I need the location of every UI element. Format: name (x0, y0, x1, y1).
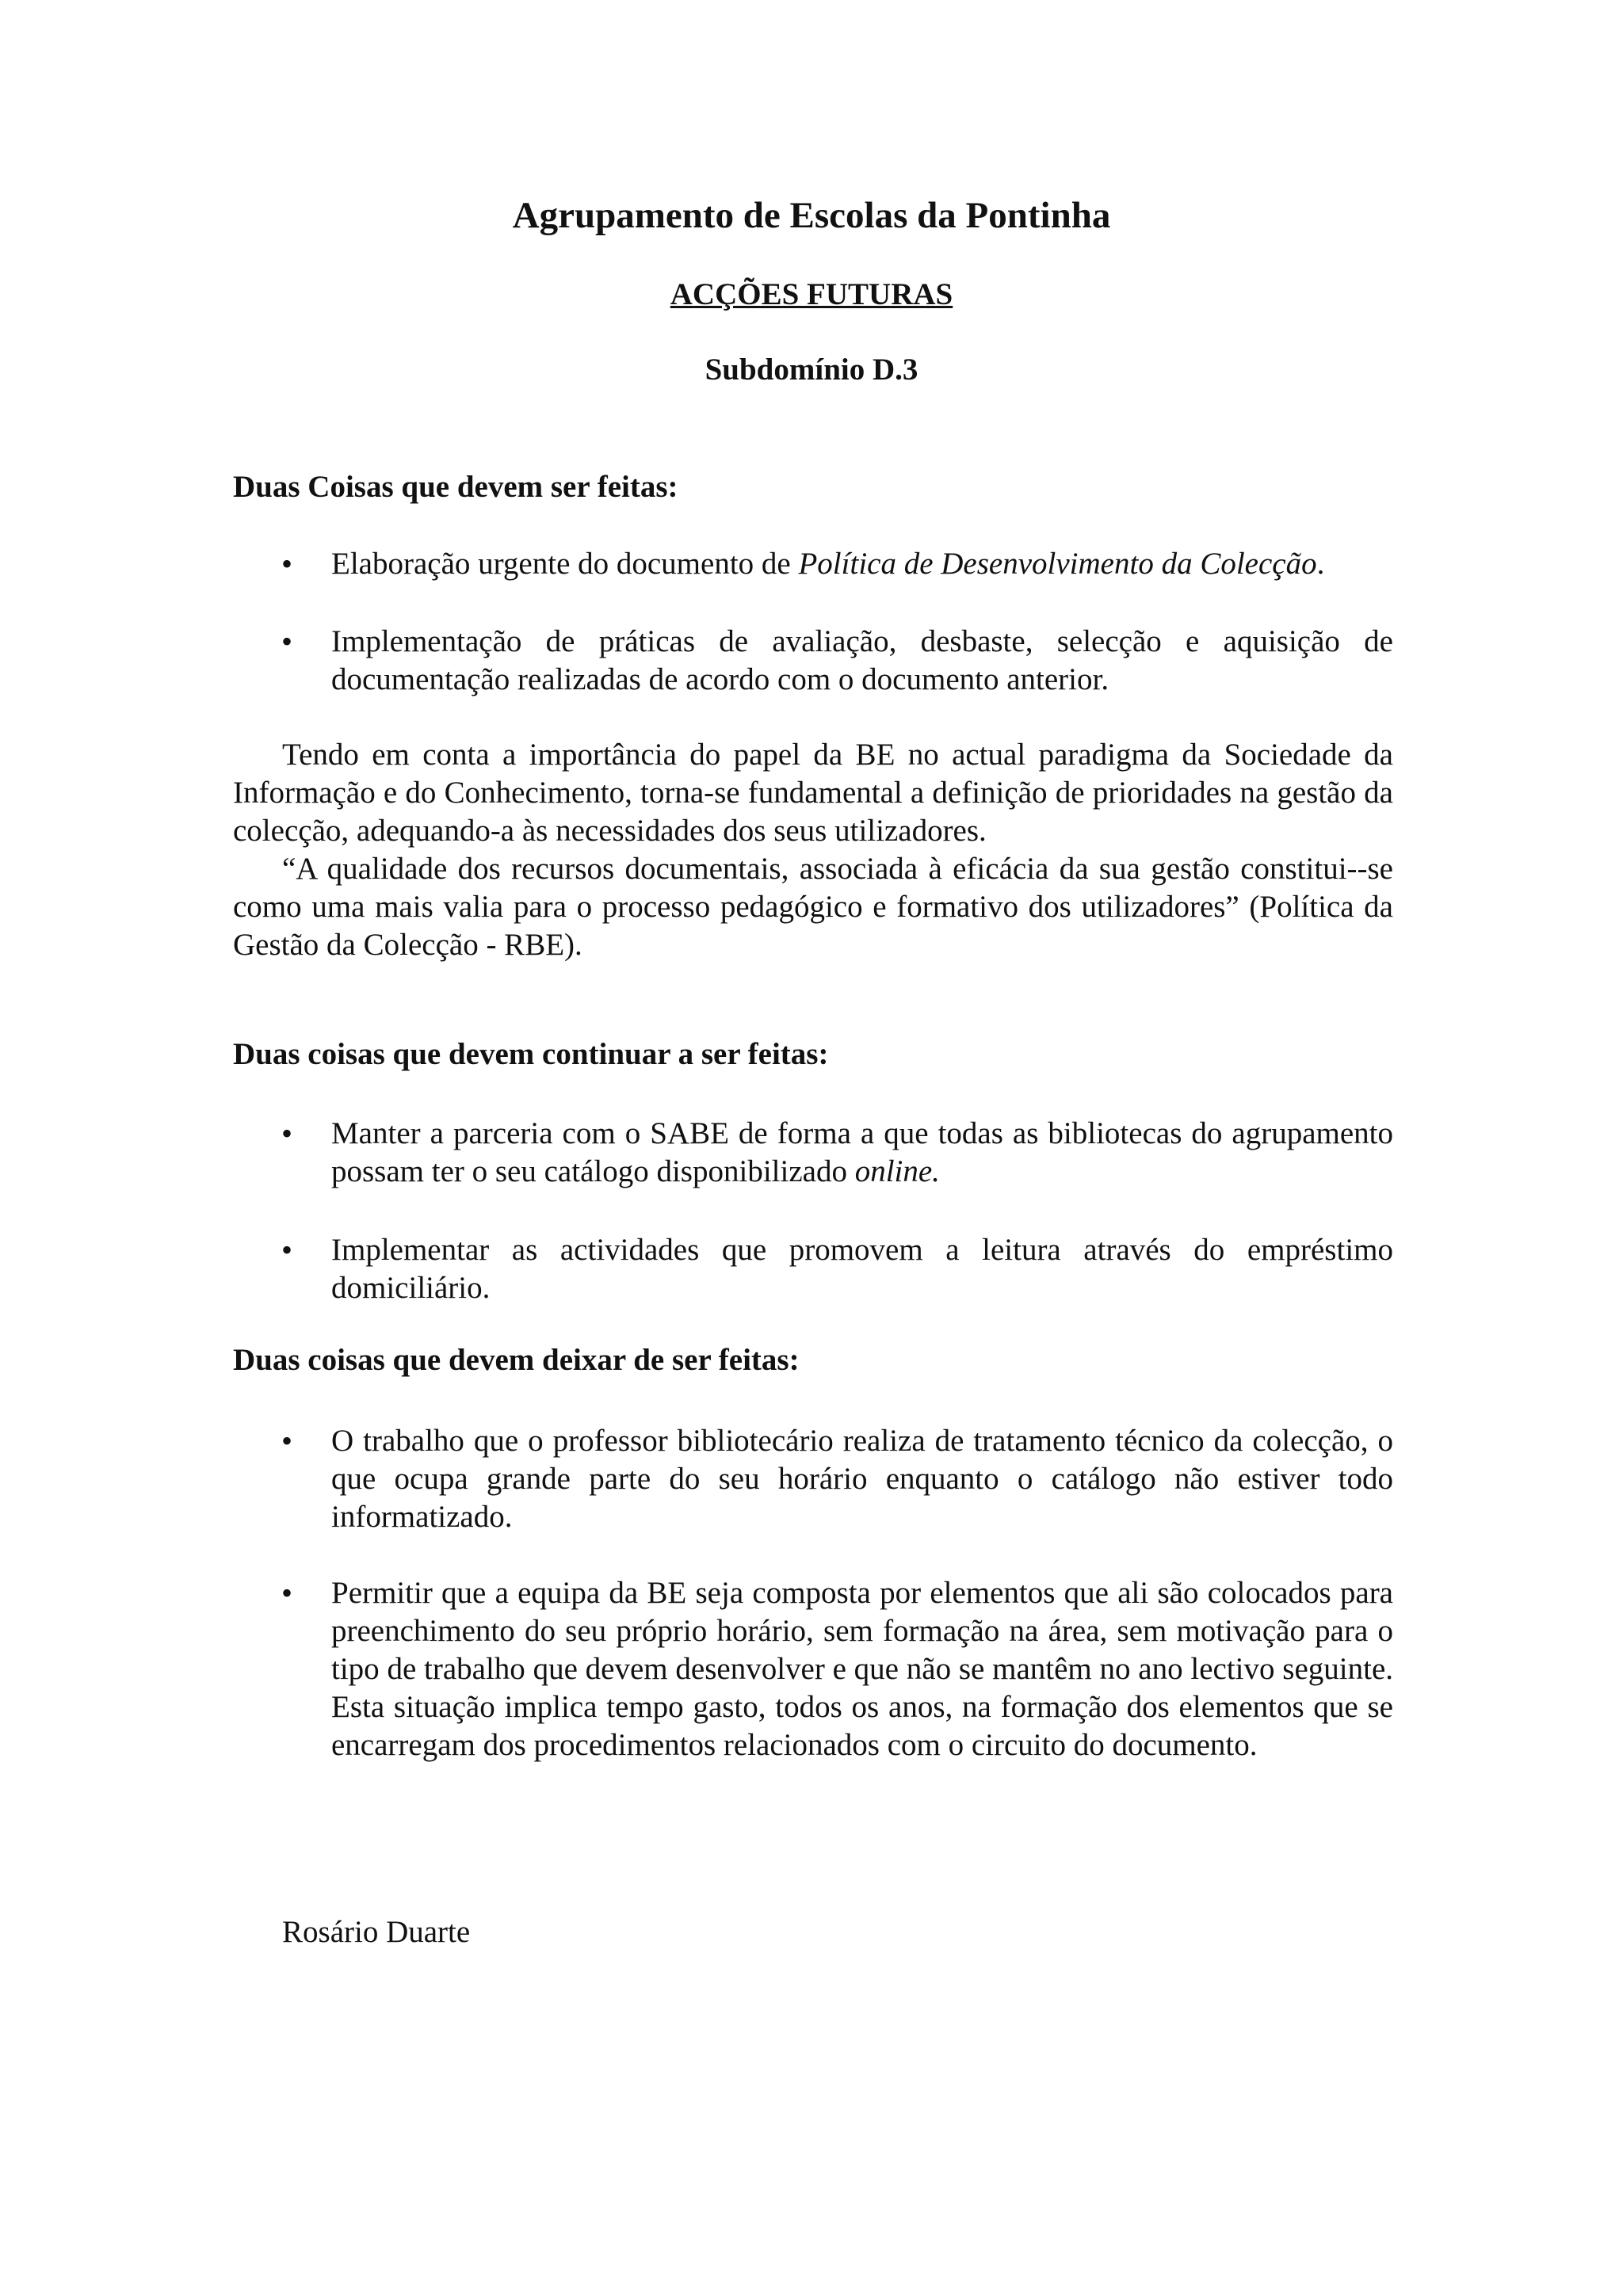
section1-paragraph-1: Tendo em conta a importância do papel da BE no actual paradigma da Sociedade da Informação e do Conhecimento, torna-se fundamental a definição de prioridades na gestão da colecção, adequando-a às necessidades dos seus utilizadores. (233, 738, 1393, 848)
section1-item-1-text: Elaboração urgente do documento de (331, 547, 799, 581)
section2-heading: Duas coisas que devem continuar a ser feitas: (233, 1037, 829, 1071)
bullet-icon: • (281, 624, 293, 659)
document-subtitle: ACÇÕES FUTURAS (670, 277, 953, 311)
section1-item-1 (331, 545, 1393, 583)
subdomain-label: Subdomínio D.3 (705, 353, 918, 387)
bullet-icon: • (281, 1575, 293, 1611)
document-title: Agrupamento de Escolas da Pontinha (512, 195, 1111, 236)
section1-item-1-end: . (1316, 547, 1325, 581)
section3-item-1: O trabalho que o professor bibliotecário realiza de tratamento técnico da colecção, o que ocupa grande parte do seu horário enquanto o catálogo não estiver todo informatizado. (331, 1424, 1393, 1534)
section3-heading: Duas coisas que devem deixar de ser feitas: (233, 1343, 800, 1377)
section2-item-1-italic: online. (854, 1154, 940, 1188)
section1-item-2: Implementação de práticas de avaliação, desbaste, selecção e aquisição de documentação realizadas de acordo com o documento anterior. (331, 624, 1393, 696)
bullet-icon: • (281, 1232, 293, 1268)
bullet-icon: • (281, 546, 293, 582)
section2-item-1-text: Manter a parceria com o SABE de forma a que todas as bibliotecas do agrupamento possam ter o seu catálogo disponibilizado (331, 1116, 1393, 1188)
section1-item-1-italic: Política de Desenvolvimento da Colecção (798, 547, 1317, 581)
section1-paragraph-2: “A qualidade dos recursos documentais, associada à eficácia da sua gestão constitui--se como uma mais valia para o processo pedagógico e formativo dos utilizadores” (Política da Gestão da Colecção - RBE). (233, 852, 1393, 962)
section1-heading: Duas Coisas que devem ser feitas: (233, 470, 678, 504)
bullet-icon: • (281, 1423, 293, 1459)
bullet-icon: • (281, 1116, 293, 1151)
section3-item-2: Permitir que a equipa da BE seja composta por elementos que ali são colocados para preenchimento do seu próprio horário, sem formação na área, sem motivação para o tipo de trabalho que devem desenvolver e que não se mantêm no ano lectivo seguinte. Esta situação implica tempo gasto, todos os anos, na formação dos elementos que se encarregam dos procedimentos relacionados com o circuito do documento. (331, 1576, 1393, 1762)
signature: Rosário Duarte (282, 1915, 471, 1949)
section2-item-2: Implementar as actividades que promovem a leitura através do empréstimo domiciliário. (331, 1233, 1393, 1305)
section2-item-1 (331, 1115, 1393, 1191)
